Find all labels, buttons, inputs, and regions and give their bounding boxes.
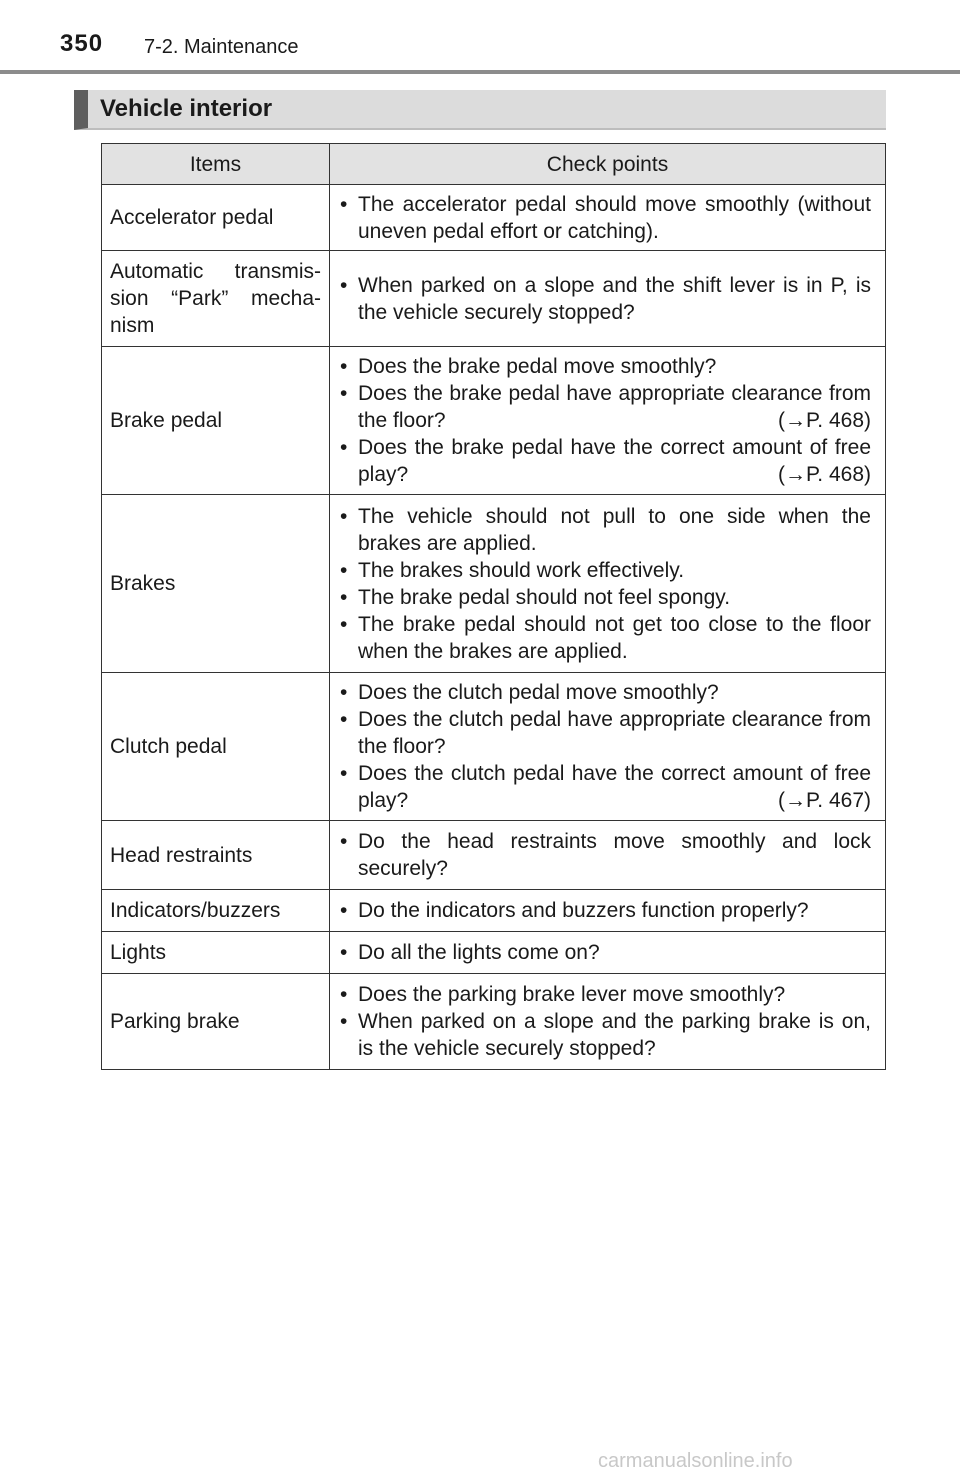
check-point: • Does the clutch pedal have appropriate clearance from the floor? — [336, 706, 871, 760]
table-row — [102, 347, 886, 495]
page-header — [0, 0, 960, 76]
check-points-cell — [330, 932, 886, 974]
table-row — [102, 185, 886, 251]
table-header-row — [102, 144, 886, 185]
check-table — [101, 143, 886, 1070]
check-points-cell — [330, 185, 886, 251]
check-point: • Does the clutch pedal move smoothly? — [336, 679, 871, 706]
check-point: • The accelerator pedal should move smoothly (without uneven pedal effort or catching). — [336, 191, 871, 245]
header-divider — [0, 70, 960, 74]
check-point: • The brake pedal should not get too close to the floor when the brakes are applied. — [336, 611, 871, 665]
check-points-cell — [330, 974, 886, 1070]
item-cell: Accelerator pedal — [102, 185, 330, 251]
check-points-cell — [330, 890, 886, 932]
table-row — [102, 673, 886, 821]
chapter-title: 7-2. Maintenance — [144, 36, 299, 58]
item-cell: Head restraints — [102, 821, 330, 890]
item-cell: Lights — [102, 932, 330, 974]
check-point: • Does the brake pedal have the correct amount of free play? (→P. 468) — [336, 434, 871, 488]
table-row — [102, 974, 886, 1070]
check-point: • The brakes should work effectively. — [336, 557, 871, 584]
table-row — [102, 821, 886, 890]
check-points-cell — [330, 495, 886, 673]
page-reference: (→P. 467) — [778, 789, 871, 812]
check-point: • Do the head restraints move smoothly and lock securely? — [336, 828, 871, 882]
check-point: • Does the clutch pedal have the correct amount of free play? (→P. 467) — [336, 760, 871, 814]
check-point: • The brake pedal should not feel spongy. — [336, 584, 871, 611]
item-cell: Parking brake — [102, 974, 330, 1070]
page-reference: (→P. 468) — [778, 409, 871, 432]
check-point: • Does the brake pedal have appropriate clearance from the floor? (→P. 468) — [336, 380, 871, 434]
check-point: • When parked on a slope and the parking brake is on, is the vehicle securely stopped? — [336, 1008, 871, 1062]
check-point: • Does the brake pedal move smoothly? — [336, 353, 871, 380]
check-point: • The vehicle should not pull to one side when the brakes are applied. — [336, 503, 871, 557]
check-point: • Do all the lights come on? — [336, 939, 871, 966]
table-row — [102, 495, 886, 673]
check-points-cell — [330, 673, 886, 821]
item-cell: Indicators/buzzers — [102, 890, 330, 932]
item-cell: Brakes — [102, 495, 330, 673]
check-point: • When parked on a slope and the shift lever is in P, is the vehicle securely stopped? — [336, 272, 871, 326]
check-point: • Do the indicators and buzzers function properly? — [336, 897, 871, 924]
column-header-items: Items — [102, 144, 330, 185]
section-title: Vehicle interior — [100, 95, 273, 122]
item-cell: Brake pedal — [102, 347, 330, 495]
table-row — [102, 890, 886, 932]
check-points-cell — [330, 821, 886, 890]
watermark-brand: carmanualsonline.info — [598, 1450, 793, 1472]
item-cell: Automatic transmis-sion “Park” mecha-nism — [102, 251, 330, 347]
page-number: 350 — [60, 30, 104, 57]
table-row — [102, 251, 886, 347]
item-cell: Clutch pedal — [102, 673, 330, 821]
column-header-check-points: Check points — [330, 144, 886, 185]
table-row — [102, 932, 886, 974]
section-heading — [74, 90, 886, 130]
check-points-cell — [330, 251, 886, 347]
check-point: • Does the parking brake lever move smoothly? — [336, 981, 871, 1008]
check-points-cell — [330, 347, 886, 495]
page-reference: (→P. 468) — [778, 463, 871, 486]
